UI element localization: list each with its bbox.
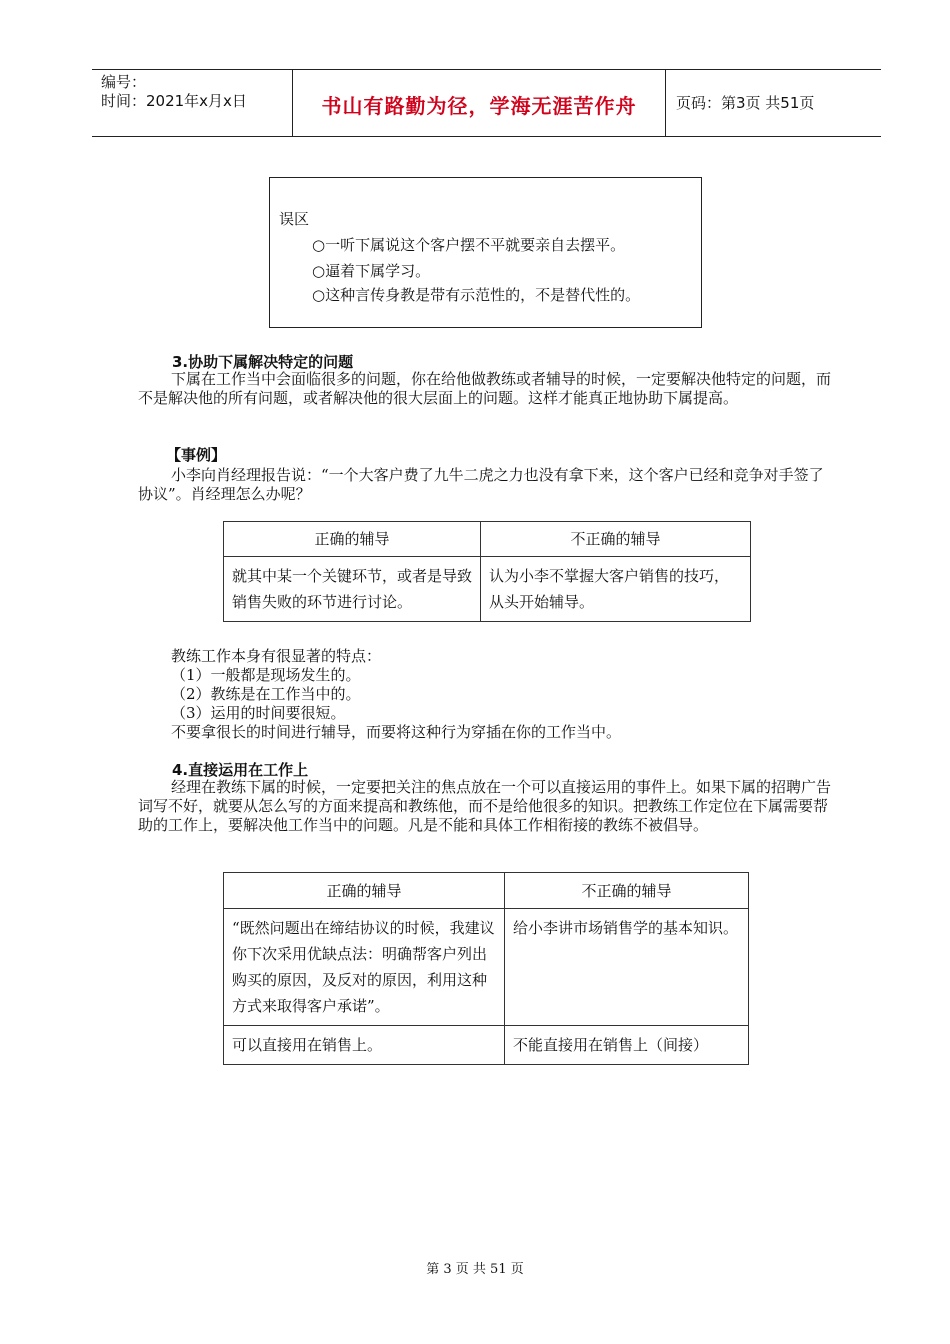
section-paragraph: 经理在教练下属的时候，一定要把关注的焦点放在一个可以直接运用的事件上。如果下属的招聘广告词写不好，就要从怎么写的方面来提高和教练他，而不是给他很多的知识。把教练工作定位在下属需要帮助的工作上，要解决他工作当中的问题。凡是不能和具体工作相衔接的教练不被倡导。 xyxy=(138,778,832,834)
mistake-item: ○逼着下属学习。 xyxy=(312,262,431,280)
case-label: 【事例】 xyxy=(166,446,227,464)
page-footer: 第 3 页 共 51 页 xyxy=(426,1262,524,1277)
table-row xyxy=(224,557,751,622)
table-cell: 给小李讲市场销售学的基本知识。 xyxy=(505,909,749,1026)
header-bottom-rule xyxy=(92,136,881,137)
feature-item: （3）运用的时间要很短。 xyxy=(171,704,346,722)
table-cell: “既然问题出在缔结协议的时候，我建议你下次采用优缺点法：明确帮客户列出购买的原因，及反对的原因，利用这种方式来取得客户承诺”。 xyxy=(224,909,505,1026)
mistake-box xyxy=(269,177,702,328)
mistake-item: ○一听下属说这个客户摆不平就要亲自去摆平。 xyxy=(312,236,626,254)
table-cell: 可以直接用在销售上。 xyxy=(224,1026,505,1065)
section-heading: 3.协助下属解决特定的问题 xyxy=(172,353,354,371)
table-cell: 不能直接用在销售上（间接） xyxy=(505,1026,749,1065)
doc-number-label: 编号： xyxy=(101,73,147,91)
table-header-row xyxy=(224,873,749,909)
table-cell: 认为小李不掌握大客户销售的技巧，从头开始辅导。 xyxy=(481,557,751,622)
header-top-rule xyxy=(92,69,881,70)
header-motto: 书山有路勤为径，学海无涯苦作舟 xyxy=(321,94,637,118)
doc-time-label: 时间：2021年x月x日 xyxy=(101,92,247,110)
features-intro: 教练工作本身有很显著的特点： xyxy=(171,647,382,665)
header-divider xyxy=(665,69,666,136)
comparison-table xyxy=(223,872,749,1065)
table-header-cell: 正确的辅导 xyxy=(224,522,481,557)
table-row xyxy=(224,1026,749,1065)
mistake-item: ○这种言传身教是带有示范性的，不是替代性的。 xyxy=(312,286,641,304)
table-header-cell: 不正确的辅导 xyxy=(505,873,749,909)
case-text: 小李向肖经理报告说：“一个大客户费了九牛二虎之力也没有拿下来，这个客户已经和竞争对手签了协议”。肖经理怎么办呢？ xyxy=(138,466,824,503)
features-closing: 不要拿很长的时间进行辅导，而要将这种行为穿插在你的工作当中。 xyxy=(171,723,622,741)
table-row xyxy=(224,909,749,1026)
table-cell: 就其中某一个关键环节，或者是导致销售失败的环节进行讨论。 xyxy=(224,557,481,622)
feature-item: （2）教练是在工作当中的。 xyxy=(171,685,361,703)
comparison-table xyxy=(223,521,751,622)
feature-item: （1）一般都是现场发生的。 xyxy=(171,666,361,684)
table-header-cell: 正确的辅导 xyxy=(224,873,505,909)
mistake-box-title: 误区 xyxy=(279,210,310,228)
section-heading: 4.直接运用在工作上 xyxy=(172,761,309,779)
header-page-code: 页码：第3页 共51页 xyxy=(676,94,815,112)
table-header-row xyxy=(224,522,751,557)
section-paragraph: 下属在工作当中会面临很多的问题，你在给他做教练或者辅导的时候，一定要解决他特定的问题，而不是解决他的所有问题，或者解决他的很大层面上的问题。这样才能真正地协助下属提高。 xyxy=(138,370,832,407)
table-header-cell: 不正确的辅导 xyxy=(481,522,751,557)
